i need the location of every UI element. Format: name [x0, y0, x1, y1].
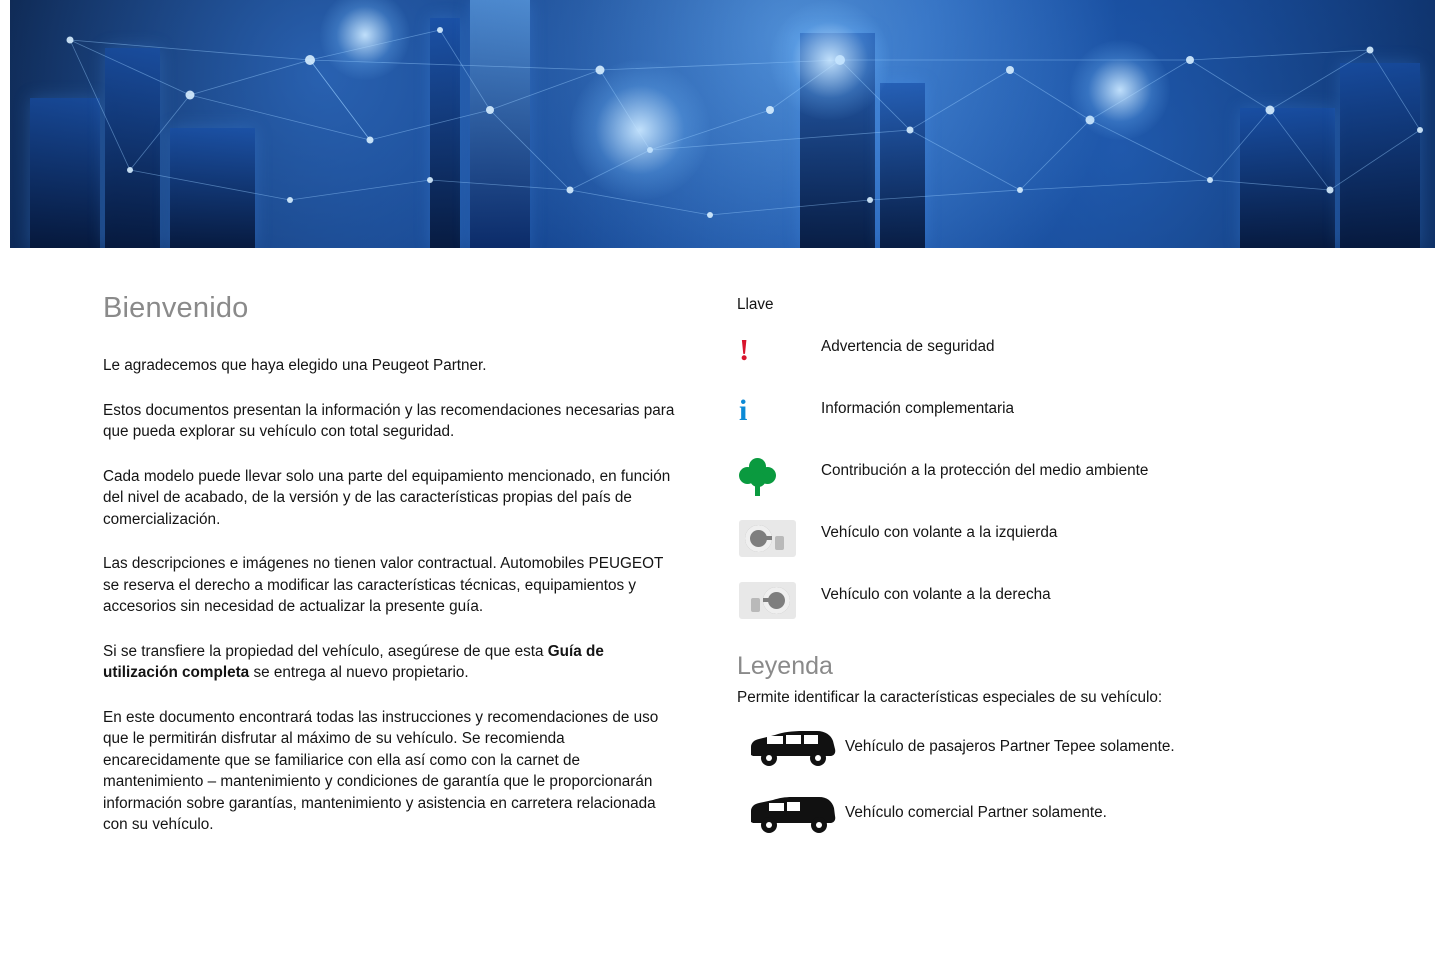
info-glyph: i — [739, 394, 748, 427]
right-hand-drive-icon — [737, 582, 821, 619]
passenger-van-icon — [737, 725, 845, 769]
commercial-van-shape — [745, 791, 837, 835]
information-i-icon — [737, 396, 821, 426]
key-item-label: Información complementaria — [821, 400, 1014, 417]
transfer-text-before: Si se transfiere la propiedad del vehículo, asegúrese de que esta — [103, 642, 548, 660]
key-and-legend-column — [737, 296, 1357, 857]
key-item-label: Vehículo con volante a la izquierda — [821, 524, 1058, 541]
banner-light-glow — [1070, 40, 1170, 140]
legend-item-label: Vehículo de pasajeros Partner Tepee solamente. — [845, 738, 1175, 755]
transfer-text-bold: Guía de utilización completa — [103, 642, 604, 681]
banner-light-glow — [570, 60, 710, 200]
transfer-text-after: se entrega al nuevo propietario. — [249, 664, 469, 681]
legend-title: Leyenda — [737, 652, 833, 680]
left-hand-drive-icon — [737, 520, 821, 557]
legend-item-passenger-van — [737, 725, 1357, 769]
key-item-additional-info — [737, 396, 1357, 440]
welcome-paragraph: Estos documentos presentan la información y las recomendaciones necesarias para que pueda explorar su vehículo con total seguridad. — [103, 401, 675, 440]
passenger-van-shape — [745, 725, 837, 769]
legend-item-commercial-van — [737, 791, 1357, 835]
key-item-label: Contribución a la protección del medio ambiente — [821, 462, 1149, 479]
banner-network-graphic — [10, 0, 1435, 248]
warning-glyph: ! — [739, 332, 750, 367]
header-banner-image — [10, 0, 1435, 248]
welcome-column — [103, 292, 681, 836]
key-item-label: Advertencia de seguridad — [821, 338, 995, 355]
ownership-transfer-paragraph — [103, 641, 681, 684]
environment-tree-icon — [737, 458, 821, 496]
welcome-paragraph: Le agradecemos que haya elegido una Peugeot Partner. — [103, 357, 487, 374]
key-item-environment — [737, 458, 1357, 502]
commercial-van-icon — [737, 791, 845, 835]
key-item-safety-warning — [737, 334, 1357, 378]
key-item-right-hand-drive — [737, 582, 1357, 626]
warning-exclamation-icon — [737, 334, 821, 365]
legend-item-label: Vehículo comercial Partner solamente. — [845, 804, 1107, 821]
key-section-title: Llave — [737, 296, 774, 313]
banner-light-glow — [770, 0, 890, 120]
welcome-paragraph: Las descripciones e imágenes no tienen valor contractual. Automobiles PEUGEOT se reserva el derecho a modificar las características técnicas, equipamientos y accesorios sin necesidad de actualizar la presente guía. — [103, 555, 664, 615]
page-title: Bienvenido — [103, 292, 249, 324]
page-content — [0, 248, 1445, 977]
welcome-paragraph: En este documento encontrará todas las instrucciones y recomendaciones de uso que le permitirán disfrutar al máximo de su vehículo. Se recomienda encarecidamente que se familiarice con ella así como con la carnet de mantenimiento – mantenimiento y condiciones de garantía que le proporcionarán información sobre garantías, mantenimiento y asistencia en carretera relacionada con su vehículo. — [103, 708, 659, 833]
key-item-label: Vehículo con volante a la derecha — [821, 586, 1051, 603]
welcome-paragraph: Cada modelo puede llevar solo una parte del equipamiento mencionado, en función del nivel de acabado, de la versión y de las características propias del país de comercialización. — [103, 467, 671, 528]
key-item-left-hand-drive — [737, 520, 1357, 564]
tree-shape — [739, 458, 777, 496]
steering-wheel-right-shape — [739, 582, 796, 619]
steering-wheel-left-shape — [739, 520, 796, 557]
legend-subtitle: Permite identificar la características especiales de su vehículo: — [737, 689, 1163, 706]
